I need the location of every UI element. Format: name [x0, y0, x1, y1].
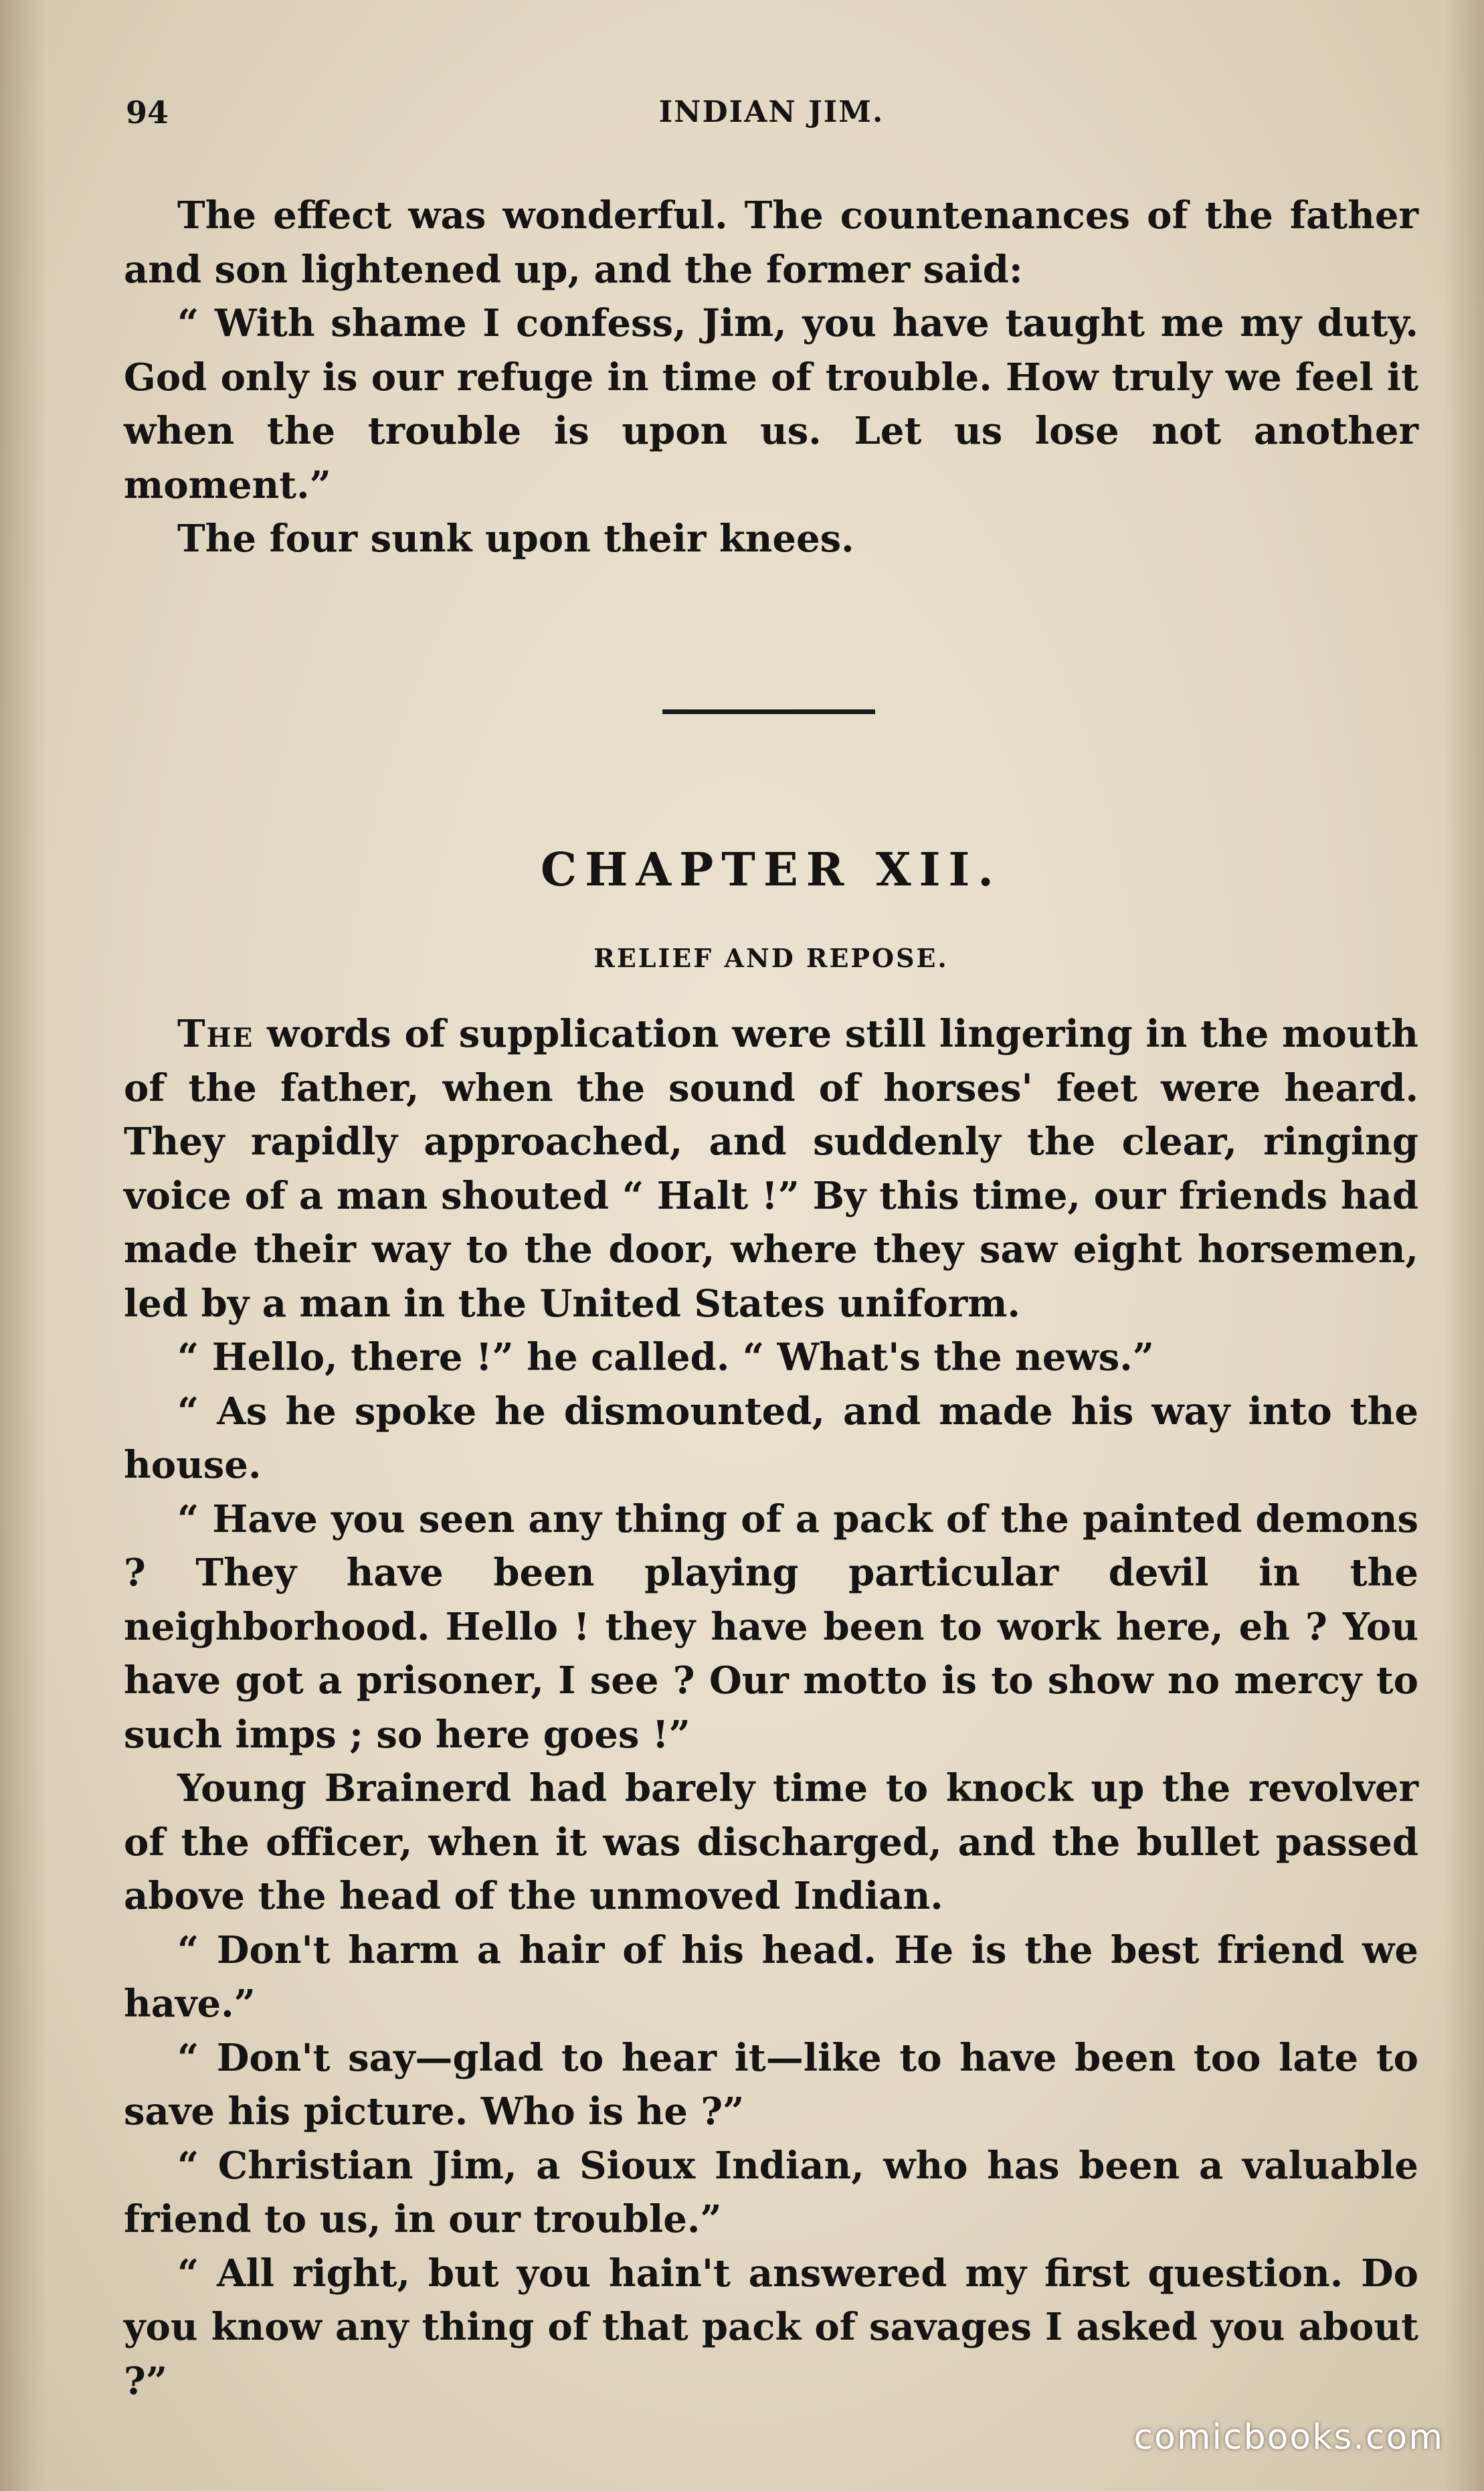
- site-watermark: comicbooks.com: [1133, 2417, 1444, 2458]
- running-title: INDIAN JIM.: [658, 95, 885, 129]
- paragraph: “ Don't say—glad to hear it—like to have been too late to save his picture. Who is he ?”: [124, 2035, 1418, 2134]
- running-head: [126, 92, 1417, 133]
- chapter-subtitle: RELIEF AND REPOSE.: [593, 943, 949, 973]
- paragraph: The effect was wonderful. The countenances of the father and son lightened up, and the former said:: [124, 193, 1418, 292]
- chapter-heading: CHAPTER XII.: [541, 843, 1002, 897]
- section-divider: [662, 709, 875, 714]
- first-paragraph-text: words of supplication were still lingering in the mouth of the father, when the sound of horses' feet were heard. They rapidly approached, and suddenly the clear, ringing voice of a man shouted “ Halt !” By this time, our friends had made their way to the door, where they saw eight horsemen, led by a man in the United States uniform.: [124, 1012, 1418, 1326]
- chapter-first-paragraph: [124, 1007, 1418, 1330]
- paragraph: The four sunk upon their knees.: [177, 517, 854, 561]
- paragraph: “ As he spoke he dismounted, and made his way into the house.: [124, 1389, 1418, 1487]
- text-block-chapter: [124, 1007, 1418, 2408]
- paragraph: “ Don't harm a hair of his head. He is the best friend we have.”: [124, 1927, 1418, 2026]
- paragraph: “ Have you seen any thing of a pack of the painted demons ? They have been playing particular devil in the neighborhood. Hello ! they have been to work here, eh ? You have got a prisoner, I see ? Our motto is to show no mercy to such imps ; so here goes !”: [124, 1496, 1418, 1757]
- paragraph: “ Christian Jim, a Sioux Indian, who has been a valuable friend to us, in our trouble.”: [124, 2143, 1418, 2241]
- paragraph: Young Brainerd had barely time to knock up the revolver of the officer, when it was discharged, and the bullet passed above the head of the unmoved Indian.: [124, 1766, 1418, 1918]
- text-block-top: [124, 189, 1418, 566]
- page-number: 94: [126, 94, 169, 131]
- paragraph: “ Hello, there !” he called. “ What's the news.”: [177, 1335, 1154, 1379]
- paragraph: “ All right, but you hain't answered my first question. Do you know any thing of that pack of savages I asked you about ?”: [124, 2251, 1418, 2403]
- lead-word: The: [177, 1012, 254, 1056]
- paragraph: “ With shame I confess, Jim, you have taught me my duty. God only is our refuge in time of trouble. How truly we feel it when the trouble is upon us. Let us lose not another moment.”: [124, 301, 1418, 507]
